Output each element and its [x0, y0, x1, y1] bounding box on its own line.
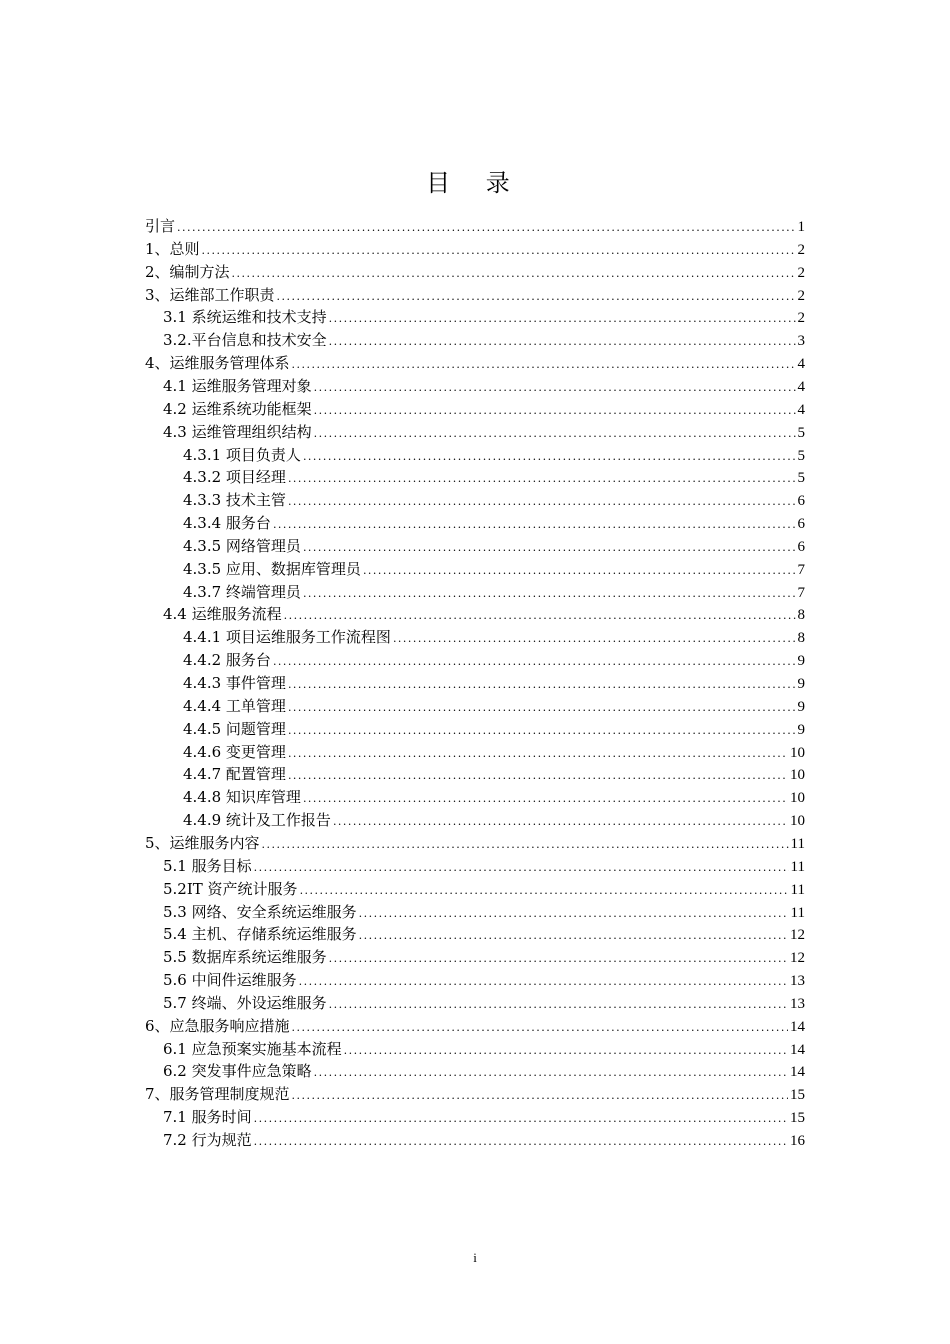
- toc-entry-label: 4.4.4 工单管理: [183, 696, 286, 715]
- toc-entry-label: 4.4.9 统计及工作报告: [183, 811, 331, 830]
- toc-entry-label: 6、应急服务响应措施: [145, 1016, 290, 1035]
- toc-dot-leader: [284, 605, 796, 627]
- toc-entry-label: 4.3 运维管理组织结构: [163, 422, 312, 441]
- toc-entry-page: 15: [790, 1087, 805, 1104]
- toc-entry[interactable]: [183, 786, 805, 808]
- toc-entry[interactable]: [145, 261, 805, 283]
- toc-entry-page: 13: [790, 995, 805, 1012]
- toc-entry-page: 2: [797, 287, 805, 304]
- toc-dot-leader: [393, 628, 796, 650]
- toc-entry[interactable]: [163, 878, 805, 900]
- toc-entry-label: 3.1 系统运维和技术支持: [163, 308, 327, 327]
- toc-entry-page: 5: [797, 424, 805, 441]
- toc-entry-page: 6: [797, 538, 805, 555]
- toc-entry-label: 4、运维服务管理体系: [145, 354, 290, 373]
- toc-entry-label: 4.4.3 事件管理: [183, 674, 286, 692]
- toc-entry-page: 6: [797, 493, 805, 510]
- toc-entry-label: 5、运维服务内容: [145, 833, 260, 852]
- toc-dot-leader: [359, 925, 788, 947]
- toc-entry-label: 6.2 突发事件应急策略: [163, 1062, 312, 1081]
- toc-entry-page: 8: [797, 630, 805, 647]
- toc-entry[interactable]: [163, 1129, 805, 1151]
- toc-entry-page: 4: [797, 356, 805, 373]
- toc-dot-leader: [288, 743, 788, 765]
- toc-entry-label: 4.3.3 技术主管: [183, 491, 286, 510]
- toc-entry-label: 5.6 中间件运维服务: [163, 971, 297, 990]
- toc-entry-label: 7.1 服务时间: [163, 1108, 252, 1127]
- toc-dot-leader: [288, 491, 796, 513]
- toc-entry[interactable]: [145, 215, 805, 237]
- toc-entry-page: 15: [790, 1110, 805, 1127]
- toc-entry-page: 10: [790, 813, 805, 830]
- toc-entry-label: 7、服务管理制度规范: [145, 1085, 290, 1104]
- toc-entry-label: 4.4.6 变更管理: [183, 742, 286, 761]
- toc-entry[interactable]: [183, 763, 805, 785]
- toc-entry[interactable]: [183, 444, 805, 466]
- toc-entry-page: 9: [797, 676, 805, 692]
- toc-dot-leader: [329, 994, 788, 1016]
- toc-entry[interactable]: [163, 923, 805, 945]
- toc-dot-leader: [254, 1131, 788, 1153]
- toc-dot-leader: [314, 400, 796, 422]
- toc-entry[interactable]: [163, 855, 805, 877]
- toc-entry[interactable]: [163, 398, 805, 420]
- toc-entry-label: 5.3 网络、安全系统运维服务: [163, 902, 357, 921]
- toc-dot-leader: [273, 651, 796, 673]
- toc-entry-label: 4.4.1 项目运维服务工作流程图: [183, 628, 391, 647]
- toc-entry[interactable]: [163, 421, 805, 443]
- toc-entry-page: 9: [797, 721, 805, 738]
- toc-entry[interactable]: [145, 352, 805, 374]
- toc-entry[interactable]: [145, 238, 805, 260]
- toc-dot-leader: [292, 354, 796, 376]
- toc-entry[interactable]: [183, 626, 805, 648]
- toc-dot-leader: [232, 263, 796, 285]
- toc-entry[interactable]: [163, 1038, 805, 1060]
- toc-dot-leader: [277, 286, 796, 308]
- toc-entry[interactable]: [163, 1060, 805, 1082]
- toc-dot-leader: [292, 1017, 788, 1039]
- toc-entry-page: 9: [797, 698, 805, 715]
- toc-dot-leader: [273, 514, 796, 536]
- toc-entry-page: 11: [790, 858, 805, 875]
- toc-entry[interactable]: [145, 832, 805, 854]
- toc-dot-leader: [303, 788, 788, 810]
- toc-entry-label: 7.2 行为规范: [163, 1131, 252, 1149]
- toc-entry-label: 4.4 运维服务流程: [163, 605, 282, 624]
- toc-entry[interactable]: [183, 489, 805, 511]
- toc-entry-label: 4.3.4 服务台: [183, 514, 271, 533]
- toc-dot-leader: [177, 217, 795, 239]
- toc-entry-page: 10: [790, 744, 805, 761]
- toc-entry-page: 9: [797, 653, 805, 670]
- toc-entry-label: 4.3.1 项目负责人: [183, 445, 301, 464]
- toc-entry-label: 5.7 终端、外设运维服务: [163, 993, 327, 1012]
- toc-entry[interactable]: [183, 581, 805, 603]
- toc-entry-label: 4.3.2 项目经理: [183, 468, 286, 487]
- toc-entry[interactable]: [163, 901, 805, 923]
- toc-dot-leader: [254, 1108, 788, 1130]
- toc-entry-label: 6.1 应急预案实施基本流程: [163, 1039, 342, 1058]
- page-title: 目 录: [426, 169, 524, 197]
- toc-entry-page: 10: [790, 790, 805, 807]
- toc-entry-page: 8: [797, 607, 805, 624]
- toc-dot-leader: [262, 834, 789, 856]
- toc-entry-label: 4.4.7 配置管理: [183, 765, 286, 784]
- toc-entry-page: 2: [797, 310, 805, 327]
- toc-entry[interactable]: [183, 672, 805, 694]
- toc-entry-page: 14: [790, 1018, 805, 1035]
- toc-dot-leader: [359, 903, 789, 925]
- toc-entry-label: 5.5 数据库系统运维服务: [163, 948, 327, 967]
- toc-entry-page: 7: [797, 584, 805, 601]
- toc-entry-label: 5.4 主机、存储系统运维服务: [163, 925, 357, 944]
- toc-dot-leader: [288, 468, 796, 490]
- toc-dot-leader: [254, 857, 789, 879]
- toc-entry-page: 11: [790, 835, 805, 852]
- toc-dot-leader: [300, 880, 789, 902]
- toc-entry[interactable]: [145, 284, 805, 306]
- toc-entry-label: 引言: [145, 217, 176, 235]
- toc-entry-label: 3.2.平台信息和技术安全: [163, 331, 327, 350]
- toc-entry[interactable]: [163, 603, 805, 625]
- toc-entry-label: 5.2IT 资产统计服务: [163, 879, 298, 898]
- toc-entry[interactable]: [183, 512, 805, 534]
- toc-dot-leader: [344, 1040, 788, 1062]
- toc-entry-page: 11: [790, 904, 805, 921]
- toc-entry[interactable]: [183, 695, 805, 717]
- toc-dot-leader: [288, 720, 796, 742]
- toc-dot-leader: [314, 423, 796, 445]
- toc-dot-leader: [329, 308, 796, 330]
- toc-entry-page: 2: [797, 264, 805, 281]
- toc-entry-page: 6: [797, 516, 805, 533]
- toc-entry-page: 4: [797, 378, 805, 395]
- toc-dot-leader: [303, 537, 796, 559]
- toc-dot-leader: [363, 560, 796, 582]
- toc-entry-label: 3、运维部工作职责: [145, 285, 275, 304]
- toc-entry[interactable]: [183, 741, 805, 763]
- toc-entry-label: 4.4.5 问题管理: [183, 719, 286, 738]
- toc-entry-label: 4.4.8 知识库管理: [183, 788, 301, 807]
- toc-entry-page: 7: [797, 561, 805, 578]
- toc-entry-page: 12: [790, 950, 805, 967]
- toc-dot-leader: [329, 948, 788, 970]
- toc-entry-label: 4.3.7 终端管理员: [183, 582, 301, 601]
- toc-dot-leader: [333, 811, 788, 833]
- toc-entry-page: 4: [797, 401, 805, 418]
- toc-entry[interactable]: [145, 1015, 805, 1037]
- toc-entry[interactable]: [183, 809, 805, 831]
- toc-dot-leader: [329, 331, 796, 353]
- toc-entry[interactable]: [183, 466, 805, 488]
- toc-entry-label: 5.1 服务目标: [163, 856, 252, 875]
- toc-entry-page: 2: [797, 241, 805, 258]
- toc-entry[interactable]: [183, 718, 805, 740]
- toc-entry-label: 4.3.5 应用、数据库管理员: [183, 559, 361, 578]
- toc-entry-label: 4.1 运维服务管理对象: [163, 376, 312, 395]
- toc-entry[interactable]: [145, 1083, 805, 1105]
- toc-entry-page: 14: [790, 1064, 805, 1081]
- toc-entry[interactable]: [183, 535, 805, 557]
- toc-entry-page: 3: [797, 333, 805, 350]
- toc-entry[interactable]: [183, 649, 805, 671]
- toc-dot-leader: [202, 240, 796, 262]
- toc-entry-page: 1: [797, 219, 805, 235]
- toc-entry-page: 13: [790, 973, 805, 990]
- toc-entry[interactable]: [163, 992, 805, 1014]
- toc-entry-label: 4.4.2 服务台: [183, 651, 271, 670]
- toc-entry-page: 12: [790, 927, 805, 944]
- toc-dot-leader: [288, 674, 796, 696]
- toc-dot-leader: [303, 446, 796, 468]
- toc-entry-label: 4.3.5 网络管理员: [183, 536, 301, 555]
- toc-entry[interactable]: [163, 306, 805, 328]
- toc-entry-page: 16: [790, 1133, 805, 1149]
- toc-dot-leader: [288, 765, 788, 787]
- toc-entry-page: 5: [797, 447, 805, 464]
- footer-page-number: i: [473, 1250, 477, 1265]
- toc-entry[interactable]: [163, 1106, 805, 1128]
- toc-entry[interactable]: [163, 946, 805, 968]
- toc-entry[interactable]: [163, 329, 805, 351]
- toc-dot-leader: [299, 971, 788, 993]
- toc-entry-page: 14: [790, 1041, 805, 1058]
- toc-dot-leader: [292, 1085, 788, 1107]
- toc-entry[interactable]: [163, 969, 805, 991]
- toc-entry-page: 10: [790, 767, 805, 784]
- toc-entry-label: 2、编制方法: [145, 262, 230, 281]
- toc-entry-label: 4.2 运维系统功能框架: [163, 399, 312, 418]
- toc-entry-page: 11: [790, 881, 805, 898]
- toc-entry[interactable]: [183, 558, 805, 580]
- toc-dot-leader: [288, 697, 796, 719]
- toc-entry-label: 1、总则: [145, 239, 200, 258]
- toc-dot-leader: [314, 1062, 788, 1084]
- toc-entry-page: 5: [797, 470, 805, 487]
- toc-entry[interactable]: [163, 375, 805, 397]
- toc-dot-leader: [314, 377, 796, 399]
- toc-dot-leader: [303, 583, 796, 605]
